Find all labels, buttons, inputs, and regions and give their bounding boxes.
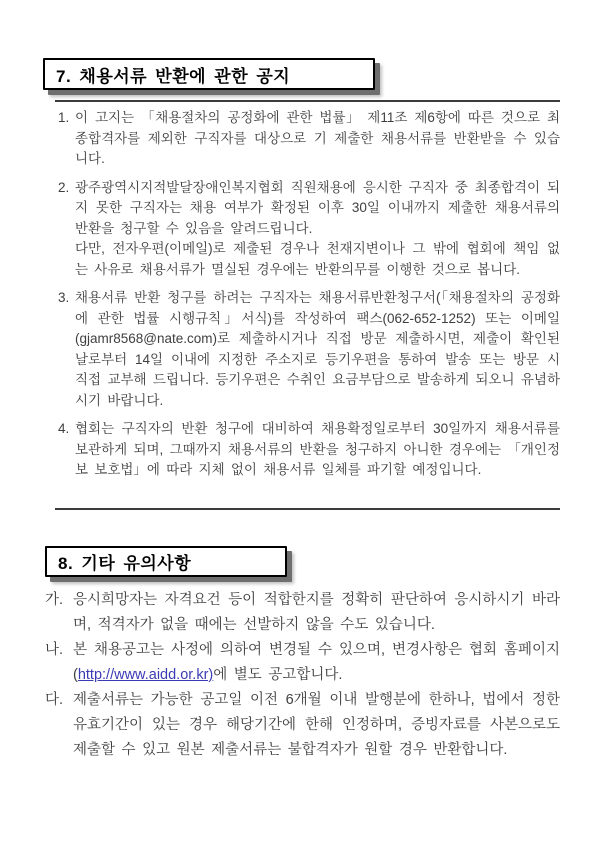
item-paragraph: 광주광역시지적발달장애인복지협회 직원채용에 응시한 구직자 중 최종합격이 되지 못한 구직자는 채용 여부가 확정된 이후 30일 이내까지 제출한 채용서류의 반환을 청구할 수 있음을 알려드립니다. [75, 179, 560, 236]
note-item-ga [45, 588, 560, 638]
item-number: 3. [58, 290, 70, 305]
notice-item-1 [58, 108, 560, 170]
note-item-na [45, 638, 560, 688]
item-marker: 가. [45, 592, 64, 608]
item-text-before-link: 본 채용공고는 사정에 의하여 변경될 수 있으며, 변경사항은 협회 홈페이지( [73, 642, 560, 683]
section-7-top-divider [55, 100, 560, 102]
section-8-heading-box [45, 546, 287, 577]
item-number: 1. [58, 110, 70, 125]
section-7-title: 7. 채용서류 반환에 관한 공지 [56, 66, 291, 86]
item-paragraph: 응시희망자는 자격요건 등이 적합한지를 정확히 판단하여 응시하시기 바라며, 적격자가 없을 때에는 선발하지 않을 수도 있습니다. [73, 592, 560, 633]
item-text-after-link: 에 별도 공고합니다. [213, 667, 343, 683]
item-marker: 나. [45, 642, 64, 658]
section-8-title: 8. 기타 유의사항 [58, 554, 192, 573]
section-7-heading-box [43, 58, 375, 90]
item-paragraph: 협회는 구직자의 반환 청구에 대비하여 채용확정일로부터 30일까지 채용서류를 보관하게 되며, 그때까지 채용서류의 반환을 청구하지 아니한 경우에는 「개인정보 보호법」에 따라 지체 없이 채용서류 일체를 파기할 예정입니다. [75, 421, 560, 477]
notice-item-2 [58, 178, 560, 281]
item-paragraph: 제출서류는 가능한 공고일 이전 6개월 이내 발행분에 한하나, 법에서 정한 유효기간이 있는 경우 해당기간에 한해 인정하며, 증빙자료를 사본으로도 제출할 수 있고 원본 제출서류는 불합격자가 원할 경우 반환합니다. [73, 692, 560, 758]
notice-item-4 [58, 419, 560, 481]
item-paragraph: 채용서류 반환 청구를 하려는 구직자는 채용서류반환청구서(「채용절차의 공정화에 관한 법률 시행규칙」서식)를 작성하여 팩스(062-652-1252) 또는 이메일(gjamr8568@nate.com)로 제출하시거나 직접 방문 제출하시면, 제출이 확인된 날로부터 14일 이내에 지정한 주소지로 등기우편을 통하여 발송 또는 방문 시 직접 교부해 드립니다. 등기우편은 수취인 요금부담으로 발송하게 되오니 유념하시기 바랍니다. [75, 290, 560, 408]
item-paragraph: 이 고지는 「채용절차의 공정화에 관한 법률」 제11조 제6항에 따른 것으로 최종합격자를 제외한 구직자를 대상으로 기 제출한 채용서류를 반환받을 수 있습니다. [75, 110, 560, 166]
notice-item-3 [58, 288, 560, 411]
section-8-list [45, 588, 560, 763]
item-marker: 다. [45, 692, 64, 708]
item-paragraph [73, 638, 560, 688]
homepage-link[interactable]: http://www.aidd.or.kr) [77, 667, 214, 683]
note-item-da [45, 688, 560, 763]
section-7-bottom-divider [55, 508, 560, 510]
item-number: 4. [58, 421, 70, 436]
item-number: 2. [58, 179, 70, 195]
section-7-list [58, 108, 560, 489]
item-paragraph: 다만, 전자우편(이메일)로 제출된 경우나 천재지변이나 그 밖에 협회에 책임 없는 사유로 채용서류가 멸실된 경우에는 반환의무를 이행한 것으로 봅니다. [75, 241, 560, 277]
